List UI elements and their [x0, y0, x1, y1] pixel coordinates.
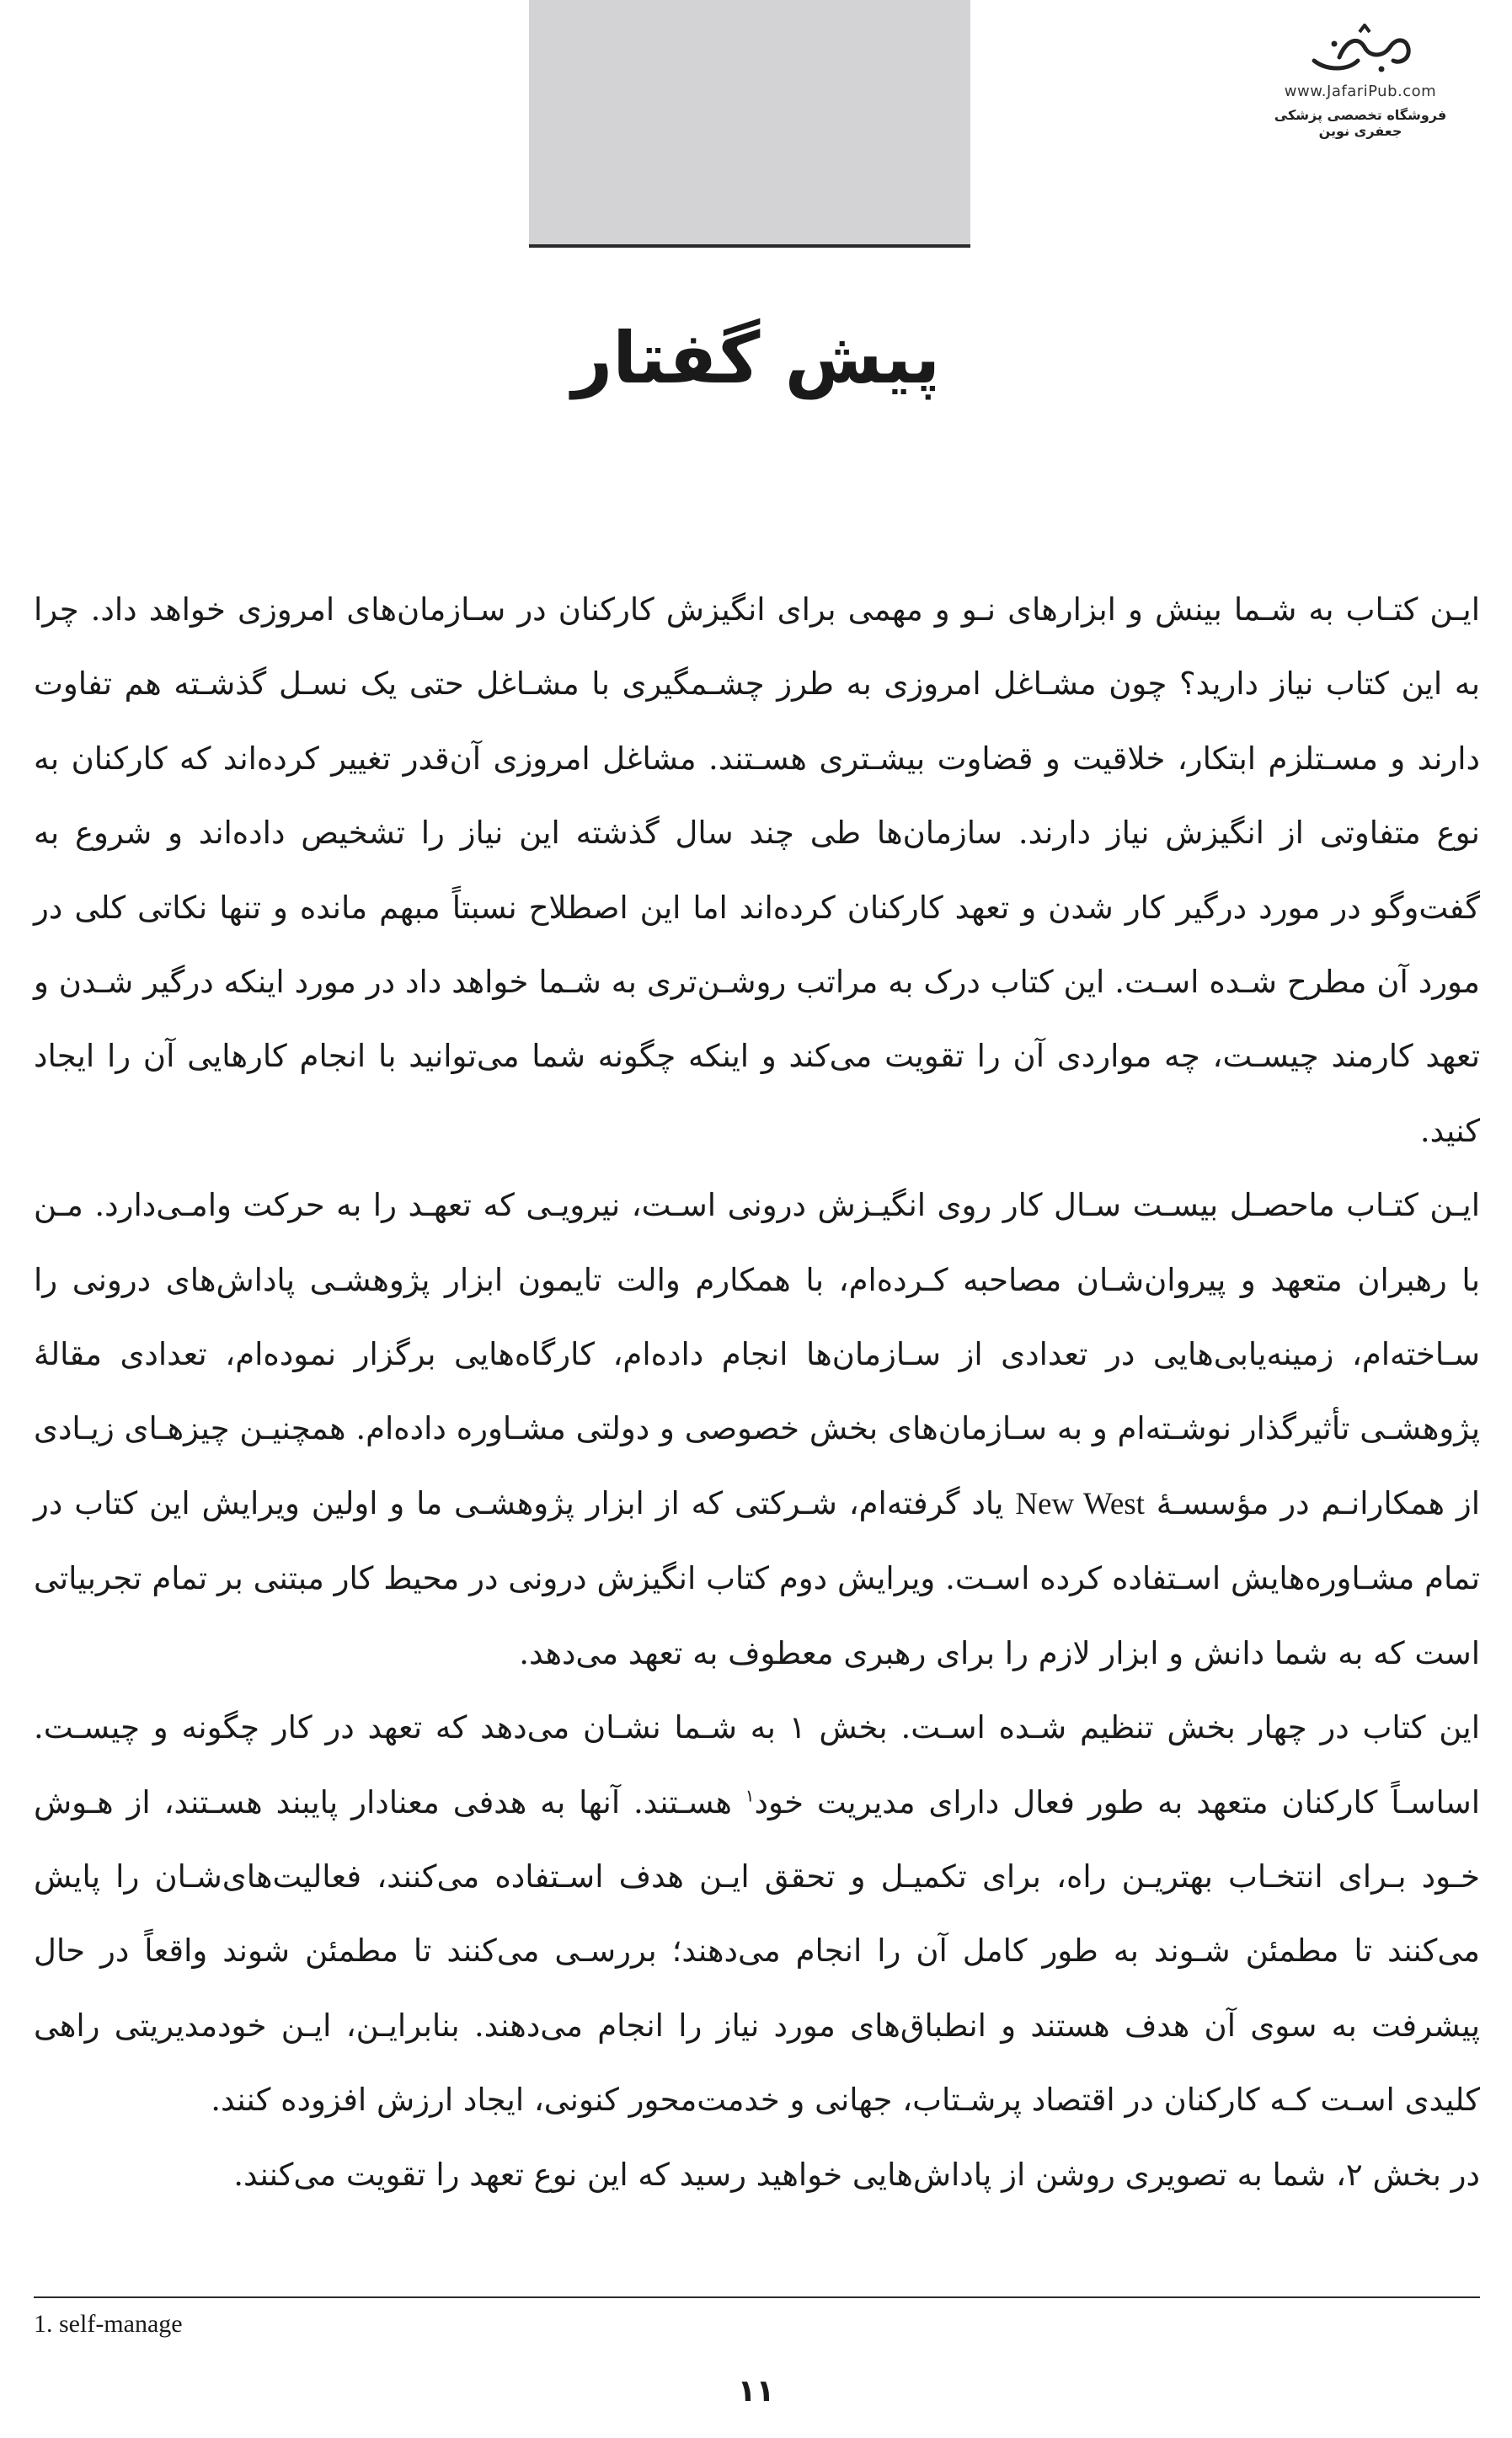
page-number: ۱۱ — [737, 2374, 775, 2409]
paragraph-1: ایـن کتـاب به شـما بینش و ابزارهای نـو و مهمی برای انگیزش کارکنان در سـازمان‌های امروزی خواهد داد. چرا به این کتاب نیاز دارید؟ چون مشـاغل امروزی به طرز چشـمگیری با مشـاغل حتی یک نسـل گذشـته هم تفاوت دارند و مسـتلزم ابتکار، خلاقیت و قضاوت بیشـتری هسـتند. مشاغل امروزی آن‌قدر تغییر کرده‌اند که کارکنان به نوع متفاوتی از انگیزش نیاز دارند. سازمان‌ها طی چند سال گذشته این نیاز را تشخیص داده‌اند و شروع به گفت‌وگو در مورد درگیر کار شدن و تعهد کارکنان کرده‌اند اما این اصطلاح نسبتاً مبهم مانده و تنها نکاتی کلی در مورد آن مطرح شـده اسـت. این کتاب درک به مراتب روشـن‌تری به شـما خواهد داد در مورد اینکه درگیر شـدن و تعهد کارمند چیسـت، چه مواردی آن را تقویت می‌کند و اینکه چگونه شما می‌توانید با انجام کارهایی آن را ایجاد کنید. — [34, 591, 1480, 1149]
paragraph-2: ایـن کتـاب ماحصـل بیسـت سـال کار روی انگیـزش درونی اسـت، نیرویـی که تعهـد را به حرکت وامـی‌دارد. مـن با رهبران متعهد و پیروان‌شـان مصاحبه کـرده‌ام، با همکارم والت تایمون ابزار پژوهشـی پاداش‌های درونی را سـاخته‌ام، زمینه‌یابی‌هایی در تعدادی از سـازمان‌ها انجام داده‌ام، کارگاه‌هایی برگزار نموده‌ام، تعدادی مقالهٔ پژوهشـی تأثیرگذار نوشـته‌ام و به سـازمان‌های بخش خصوصی و دولتی مشـاوره داده‌ام. همچنیـن چیزهـای زیـادی از همکارانـم در مؤسسـهٔ New West یاد گرفته‌ام، شـرکتی که از ابزار پژوهشـی ما و اولین ویرایش این کتاب در تمام مشـاوره‌هایش اسـتفاده کرده اسـت. ویرایش دوم کتاب انگیزش درونی در محیط کار مبتنی بر تمام تجربیاتی است که به شما دانش و ابزار لازم را برای رهبری معطوف به تعهد می‌دهد. — [34, 1187, 1480, 1671]
header-rule — [529, 244, 970, 248]
header-gray-block — [529, 0, 970, 244]
paragraph-3: این کتاب در چهار بخش تنظیم شـده اسـت. بخش ۱ به شـما نشـان می‌دهد که تعهد در کار چگونه و چیسـت. اساسـاً کارکنان متعهد به طور فعال دارای مدیریت خود$^۱$ هسـتند. آنها به هدفی معنادار پایبند هسـتند، از هـوش خـود بـرای انتخـاب بهتریـن راه، برای تکمیـل و تحقق ایـن هدف اسـتفاده می‌کنند، فعالیت‌های‌شـان را پایش می‌کنند تا مطمئن شـوند به طور کامل آن را انجام می‌دهند؛ بررسـی می‌کنند تا مطمئن شوند واقعاً در حال پیشرفت به سوی آن هدف هستند و انطباق‌های مورد نیاز را انجام می‌دهند. بنابرایـن، ایـن خودمدیریتی راهی کلیدی اسـت کـه کارکنان در اقتصاد پرشـتاب، جهانی و خدمت‌محور کنونی، ایجاد ارزش افزوده کنند. — [34, 1709, 1481, 2119]
publisher-name: فروشگاه تخصصی پزشکی جعفری نوین — [1274, 107, 1447, 139]
footnote-marker: ۱ — [745, 1785, 755, 1806]
publisher-emblem-icon — [1306, 24, 1415, 79]
latin-term: New West — [1015, 1486, 1145, 1521]
body-text — [34, 573, 1480, 2212]
chapter-title: پیش گفتار — [571, 317, 941, 400]
publisher-url: www.JafariPub.com — [1284, 83, 1437, 100]
footnote: 1. self-manage — [34, 2310, 183, 2338]
publisher-logo — [1251, 24, 1470, 139]
paragraph-4: در بخش ۲، شما به تصویری روشن از پاداش‌هایی خواهید رسید که این نوع تعهد را تقویت می‌کنند. — [233, 2156, 1480, 2193]
footnote-rule — [34, 2296, 1480, 2298]
